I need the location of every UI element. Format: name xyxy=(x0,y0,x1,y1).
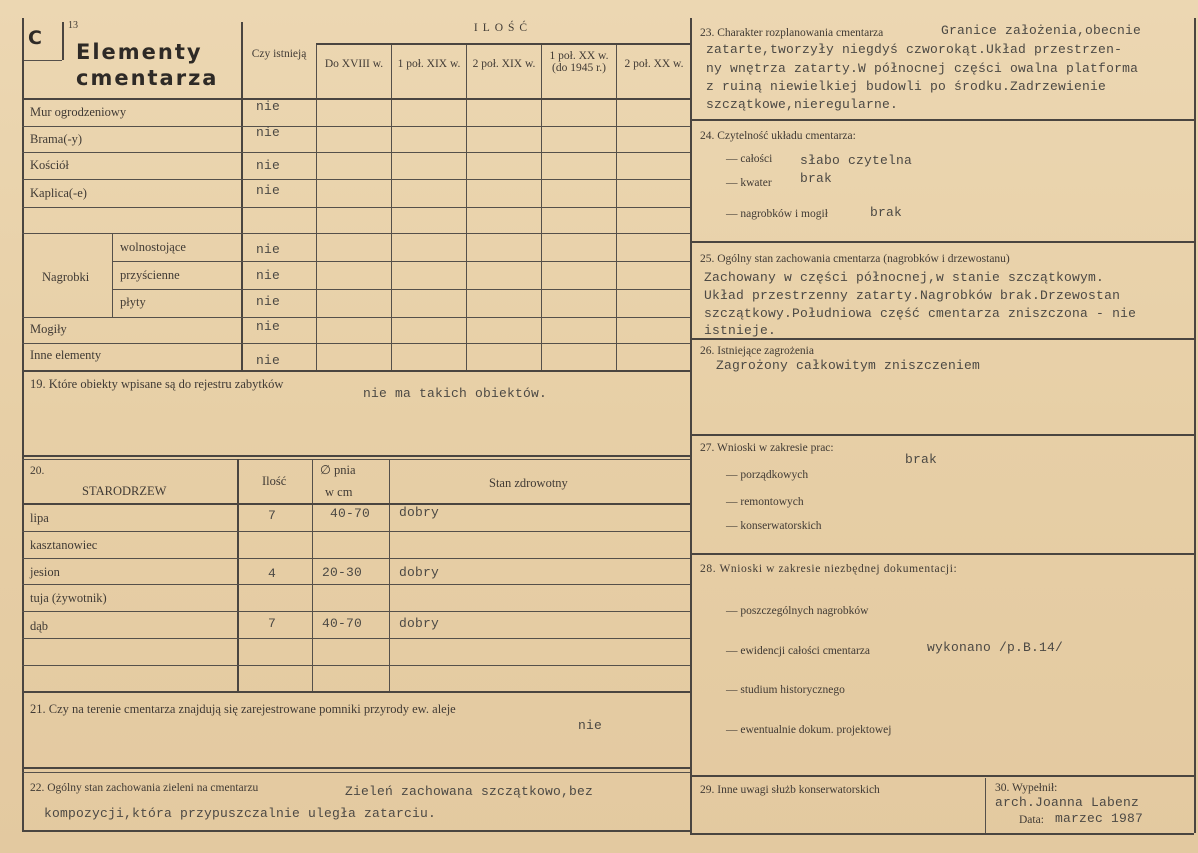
col-exists-header: Czy istnieją xyxy=(251,48,307,60)
row-label: Mogiły xyxy=(30,322,67,336)
s28-label: 28. Wnioski w zakresie niezbędnej dokumentacji: xyxy=(700,563,958,575)
tree-name: kasztanowiec xyxy=(30,538,98,552)
quantity-header: ILOŚĆ xyxy=(473,22,533,34)
s30-label: 30. Wypełnił: xyxy=(995,782,1058,794)
exists-value: nie xyxy=(256,158,281,173)
s22-line1: Zieleń zachowana szczątkowo,bez xyxy=(345,784,594,799)
row-label: Kaplica(-e) xyxy=(30,186,87,200)
center-divider xyxy=(690,18,692,833)
row-label: Mur ogrodzeniowy xyxy=(30,105,127,119)
s22-label: 22. Ogólny stan zachowania zieleni na cmentarzu xyxy=(30,782,259,794)
exists-value: nie xyxy=(256,268,281,283)
s19-label: 19. Które obiekty wpisane są do rejestru zabytków xyxy=(30,377,284,391)
tree-qty: 7 xyxy=(268,616,277,631)
row-label: Kościół xyxy=(30,158,69,172)
s25-line: istnieje. xyxy=(704,323,777,338)
period-header-2: 2 poł. XIX w. xyxy=(472,58,536,70)
s24-item-label: — całości xyxy=(726,153,773,165)
card-letter: C xyxy=(28,27,44,49)
s23-line: z ruiną niewielkiej budowli po środku.Zadrzewienie xyxy=(706,79,1107,94)
exists-value: nie xyxy=(256,125,281,140)
exists-value: nie xyxy=(256,183,281,198)
card-title-line1: Elementy xyxy=(76,40,203,64)
s27-item: — porządkowych xyxy=(726,469,809,481)
card-title-line2: cmentarza xyxy=(76,66,219,90)
s21-label: 21. Czy na terenie cmentarza znajdują się zarejestrowane pomniki przyrody ew. aleje xyxy=(30,702,456,716)
nagrobki-group-label: Nagrobki xyxy=(42,270,90,284)
s28-item: — poszczególnych nagrobków xyxy=(726,605,869,617)
s21-value: nie xyxy=(578,718,603,733)
s22-line2: kompozycji,która przypuszczalnie uległa zatarciu. xyxy=(44,806,437,821)
period-header-4: 2 poł. XX w. xyxy=(624,58,684,70)
row-label: przyścienne xyxy=(120,268,180,282)
s25-line: Zachowany w części północnej,w stanie szczątkowym. xyxy=(704,270,1105,285)
s26-label: 26. Istniejące zagrożenia xyxy=(700,345,814,357)
tree-state: dobry xyxy=(399,505,440,520)
exists-value: nie xyxy=(256,294,281,309)
s30-date: marzec 1987 xyxy=(1055,811,1144,826)
s20-col-health: Stan zdrowotny xyxy=(489,476,568,490)
s27-item: — konserwatorskich xyxy=(726,520,822,532)
tree-name: tuja (żywotnik) xyxy=(30,591,107,605)
tree-dia: 40-70 xyxy=(322,616,363,631)
period-header-1: 1 poł. XIX w. xyxy=(397,58,461,70)
s24-label: 24. Czytelność układu cmentarza: xyxy=(700,130,856,142)
s28-value: wykonano /p.B.14/ xyxy=(927,640,1064,655)
s23-label: 23. Charakter rozplanowania cmentarza xyxy=(700,27,884,39)
exists-value: nie xyxy=(256,99,281,114)
right-border xyxy=(1194,18,1196,833)
s24-item-label: — kwater xyxy=(726,177,772,189)
s27-value: brak xyxy=(905,452,938,467)
card-number: 13 xyxy=(68,20,78,31)
tree-state: dobry xyxy=(399,616,440,631)
s24-item-value: brak xyxy=(800,171,833,186)
s27-item: — remontowych xyxy=(726,496,804,508)
s23-line: zatarte,tworzyły niegdyś czworokąt.Układ przestrzen- xyxy=(706,42,1123,57)
s25-label: 25. Ogólny stan zachowania cmentarza (nagrobków i drzewostanu) xyxy=(700,253,1010,265)
row-label: wolnostojące xyxy=(120,240,186,254)
s30-date-label: Data: xyxy=(1019,814,1044,826)
tree-name: jesion xyxy=(30,565,60,579)
s23-line: ny wnętrza zatarty.W północnej części owalna platforma xyxy=(706,61,1139,76)
s19-value: nie ma takich obiektów. xyxy=(363,386,548,401)
exists-value: nie xyxy=(256,353,281,368)
s25-line: szczątkowy.Południowa część cmentarza zniszczona - nie xyxy=(704,306,1137,321)
tree-dia: 20-30 xyxy=(322,565,363,580)
s20-col-dia1: ∅ pnia xyxy=(320,463,356,477)
tree-state: dobry xyxy=(399,565,440,580)
period-header-3: 1 poł. XX w. (do 1945 r.) xyxy=(549,50,609,74)
s23-line: szczątkowe,nieregularne. xyxy=(706,97,899,112)
tree-qty: 7 xyxy=(268,508,277,523)
s28-item: — studium historycznego xyxy=(726,684,845,696)
tree-dia: 40-70 xyxy=(330,506,371,521)
s24-item-label: — nagrobków i mogił xyxy=(726,208,828,220)
s28-item: — ewentualnie dokum. projektowej xyxy=(726,724,892,736)
row-label: Brama(-y) xyxy=(30,132,83,146)
tree-qty: 4 xyxy=(268,566,277,581)
s26-value: Zagrożony całkowitym zniszczeniem xyxy=(716,358,981,373)
tree-name: dąb xyxy=(30,619,49,633)
s28-item: — ewidencji całości cmentarza xyxy=(726,645,870,657)
left-border xyxy=(22,18,24,830)
period-header-0: Do XVIII w. xyxy=(324,58,384,70)
s25-line: Układ przestrzenny zatarty.Nagrobków brak.Drzewostan xyxy=(704,288,1121,303)
s29-label: 29. Inne uwagi służb konserwatorskich xyxy=(700,784,880,796)
s30-name: arch.Joanna Labenz xyxy=(995,795,1140,810)
exists-value: nie xyxy=(256,242,281,257)
s20-col-dia2: w cm xyxy=(325,485,353,499)
s24-item-value: brak xyxy=(870,205,903,220)
tree-name: lipa xyxy=(30,511,49,525)
s20-number: 20. xyxy=(30,465,45,477)
s20-title: STARODRZEW xyxy=(82,484,167,498)
s23-line1: Granice założenia,obecnie xyxy=(941,23,1142,38)
row-label: Inne elementy xyxy=(30,348,102,362)
s27-label: 27. Wnioski w zakresie prac: xyxy=(700,442,834,454)
exists-value: nie xyxy=(256,319,281,334)
s24-item-value: słabo czytelna xyxy=(800,153,913,168)
row-label: płyty xyxy=(120,295,146,309)
s20-col-qty: Ilość xyxy=(262,474,287,488)
